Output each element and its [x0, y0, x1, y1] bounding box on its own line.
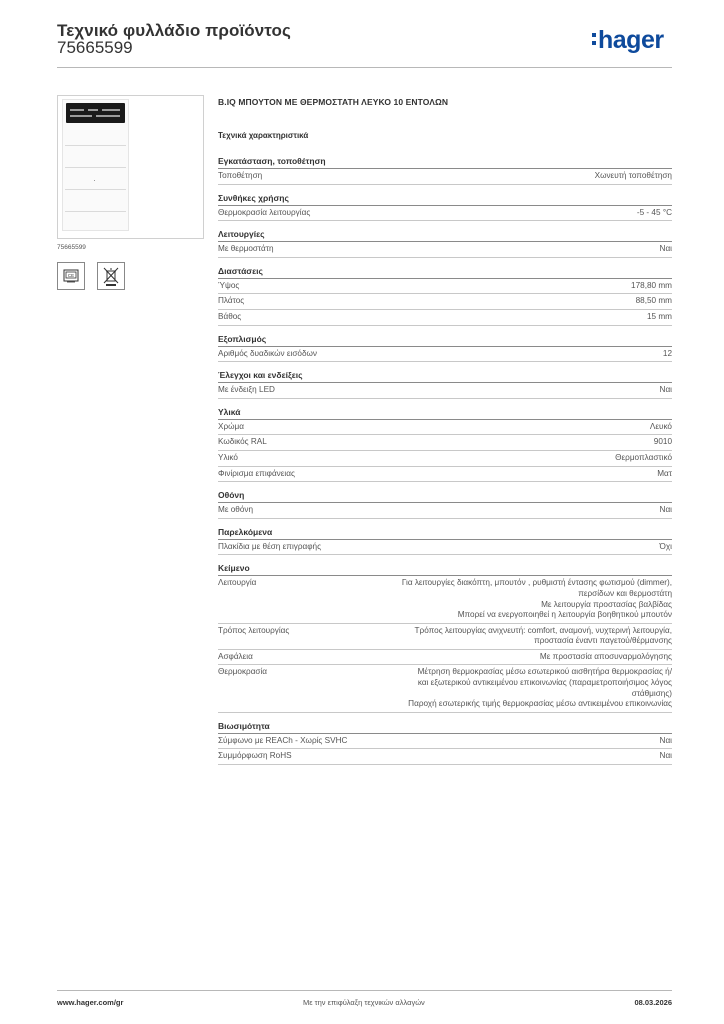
spec-value: [660, 505, 672, 516]
spec-label: Κωδικός RAL: [218, 437, 267, 447]
device-display: [66, 103, 125, 123]
spec-value-line: Τρόπος λειτουργίας ανιχνευτή: comfort, αναμονή, νυχτερινή λειτουργία,: [414, 625, 672, 635]
spec-value: [637, 208, 672, 219]
section-title: Βιωσιμότητα: [218, 721, 672, 734]
spec-value: [654, 437, 672, 448]
spec-label: Θερμοκρασία: [218, 667, 268, 677]
spec-value-line: Για λειτουργίες διακόπτη, μπουτόν , ρυθμιστή έντασης φωτισμού (dimmer),: [401, 578, 672, 588]
spec-value-line: Με λειτουργία προστασίας βαλβίδας: [541, 599, 672, 609]
specifications-table: [218, 156, 672, 773]
spec-row: [218, 540, 672, 556]
spec-value-line: -5 - 45 °C: [636, 207, 672, 217]
footer-divider: [57, 990, 672, 991]
spec-section: [218, 721, 672, 765]
spec-row: [218, 279, 672, 295]
section-title: Λειτουργίες: [218, 229, 672, 242]
technical-heading: Τεχνικά χαρακτηριστικά: [218, 131, 309, 140]
spec-label: Τοποθέτηση: [218, 171, 263, 180]
device-led: [94, 180, 95, 181]
spec-row: [218, 435, 672, 451]
spec-value: [636, 296, 672, 307]
spec-value: [408, 667, 672, 709]
spec-value-line: περσίδων και θερμοστάτη: [578, 588, 672, 598]
spec-row: [218, 420, 672, 436]
section-title: Εξοπλισμός: [218, 334, 672, 347]
spec-row: [218, 665, 672, 712]
spec-label: Με ένδειξη LED: [218, 385, 275, 395]
footer-website[interactable]: www.hager.com/gr: [57, 998, 124, 1007]
header-divider: [57, 67, 672, 68]
spec-value: [660, 385, 672, 396]
spec-value: [663, 349, 672, 360]
hager-logo: [592, 28, 664, 53]
spec-value-line: στάθμισης): [631, 688, 672, 698]
spec-value-line: και εξωτερικού αντικειμένου επικοινωνίας (παραμετροποιήσιμος λόγος: [417, 678, 672, 688]
device-drawing: [62, 99, 129, 231]
spec-value: [660, 244, 672, 255]
spec-value: [660, 542, 672, 553]
section-title: Διαστάσεις: [218, 266, 672, 279]
spec-value-line: Με προστασία αποσυναρμολόγησης: [539, 651, 672, 661]
product-name: B.IQ ΜΠΟΥΤΟΝ ΜΕ ΘΕΡΜΟΣΤΑΤΗ ΛΕΥΚΟ 10 ΕΝΤΟΛΩΝ: [218, 97, 449, 107]
weee-crossed-bin-icon: [97, 262, 125, 290]
spec-section: [218, 370, 672, 399]
spec-value: [631, 281, 672, 292]
spec-label: Πλάτος: [218, 296, 245, 306]
section-title: Οθόνη: [218, 490, 672, 503]
spec-value-line: Ματ: [657, 468, 672, 478]
spec-value-line: Ναι: [659, 505, 672, 515]
section-title: Υλικά: [218, 407, 672, 420]
spec-value-line: 178,80 mm: [631, 280, 672, 290]
spec-value-line: Ναι: [659, 735, 672, 745]
spec-value-line: Λευκό: [649, 421, 672, 431]
spec-label: Φινίρισμα επιφάνειας: [218, 468, 295, 478]
spec-value: [615, 453, 672, 464]
product-image: [57, 95, 204, 239]
spec-row: [218, 347, 672, 363]
spec-label: Χρώμα: [218, 421, 244, 431]
spec-section: [218, 229, 672, 258]
spec-value: [595, 171, 672, 182]
spec-label: Σύμφωνο με REACh - Χωρίς SVHC: [218, 735, 348, 745]
spec-value-line: Ναι: [659, 751, 672, 761]
spec-row: [218, 734, 672, 750]
section-title: Έλεγχοι και ενδείξεις: [218, 370, 672, 383]
spec-row: [218, 206, 672, 222]
ce-display-certification-icon: [57, 262, 85, 290]
spec-value: [660, 736, 672, 747]
spec-value: [540, 652, 672, 663]
section-title: Συνθήκες χρήσης: [218, 193, 672, 206]
spec-value-line: 9010: [653, 437, 672, 447]
spec-value-line: Ναι: [659, 244, 672, 254]
spec-label: Αριθμός δυαδικών εισόδων: [218, 348, 318, 358]
spec-section: [218, 407, 672, 482]
spec-row: [218, 294, 672, 310]
spec-section: [218, 563, 672, 713]
spec-row: [218, 242, 672, 258]
spec-row: [218, 503, 672, 519]
spec-value-line: 88,50 mm: [635, 296, 672, 306]
spec-row: [218, 467, 672, 483]
spec-value-line: Θερμοπλαστικό: [615, 452, 672, 462]
section-title: Εγκατάσταση, τοποθέτηση: [218, 156, 672, 169]
spec-value: [657, 469, 672, 480]
svg-text:CE: CE: [67, 273, 75, 278]
spec-label: Με θερμοστάτη: [218, 244, 274, 254]
spec-value: [402, 578, 672, 620]
spec-section: [218, 156, 672, 185]
spec-value-line: Όχι: [659, 541, 672, 551]
section-title: Παρελκόμενα: [218, 527, 672, 540]
spec-value-line: Μέτρηση θερμοκρασίας μέσω εσωτερικού αισθητήρα θερμοκρασίας ή/: [417, 667, 672, 677]
spec-section: [218, 490, 672, 519]
logo-text: hager: [598, 26, 664, 54]
spec-section: [218, 266, 672, 326]
spec-value: [650, 422, 672, 433]
spec-value-line: 15 mm: [646, 311, 672, 321]
spec-value-line: Μπορεί να ενεργοποιηθεί η λειτουργία βοηθητικού μπουτόν: [457, 610, 672, 620]
spec-row: [218, 576, 672, 623]
spec-value-line: 12: [662, 348, 672, 358]
spec-row: [218, 650, 672, 666]
spec-row: [218, 310, 672, 326]
spec-row: [218, 451, 672, 467]
spec-label: Ασφάλεια: [218, 651, 253, 661]
spec-row: [218, 749, 672, 765]
spec-label: Λειτουργία: [218, 578, 257, 588]
spec-value-line: Ναι: [659, 385, 672, 395]
spec-label: Πλακίδια με θέση επιγραφής: [218, 541, 322, 551]
spec-label: Υλικό: [218, 452, 238, 462]
spec-label: Συμμόρφωση RoHS: [218, 751, 292, 761]
spec-section: [218, 334, 672, 363]
image-caption: 75665599: [57, 244, 86, 251]
spec-row: [218, 624, 672, 650]
spec-label: Με οθόνη: [218, 505, 254, 515]
spec-label: Ύψος: [218, 280, 240, 290]
spec-label: Βάθος: [218, 311, 242, 321]
logo-colon-mark: [592, 33, 596, 45]
footer-disclaimer: Με την επιφύλαξη τεχνικών αλλαγών: [303, 998, 425, 1007]
spec-value-line: Παροχή εσωτερικής τιμής θερμοκρασίας μέσω αντικειμένου επικοινωνίας: [408, 699, 672, 709]
spec-row: [218, 169, 672, 185]
spec-value: [660, 751, 672, 762]
spec-value-line: προστασία έναντι παγετού/θέρμανσης: [534, 636, 672, 646]
spec-value-line: Χωνευτή τοποθέτηση: [594, 171, 672, 180]
spec-row: [218, 383, 672, 399]
footer-date: 08.03.2026: [634, 998, 672, 1007]
spec-section: [218, 527, 672, 556]
document-title: Τεχνικό φυλλάδιο προϊόντος: [57, 21, 291, 40]
spec-value: [647, 312, 672, 323]
spec-value: [415, 626, 672, 647]
spec-section: [218, 193, 672, 222]
spec-label: Τρόπος λειτουργίας: [218, 625, 290, 635]
spec-label: Θερμοκρασία λειτουργίας: [218, 207, 311, 217]
section-title: Κείμενο: [218, 563, 672, 576]
product-code: 75665599: [57, 38, 133, 57]
